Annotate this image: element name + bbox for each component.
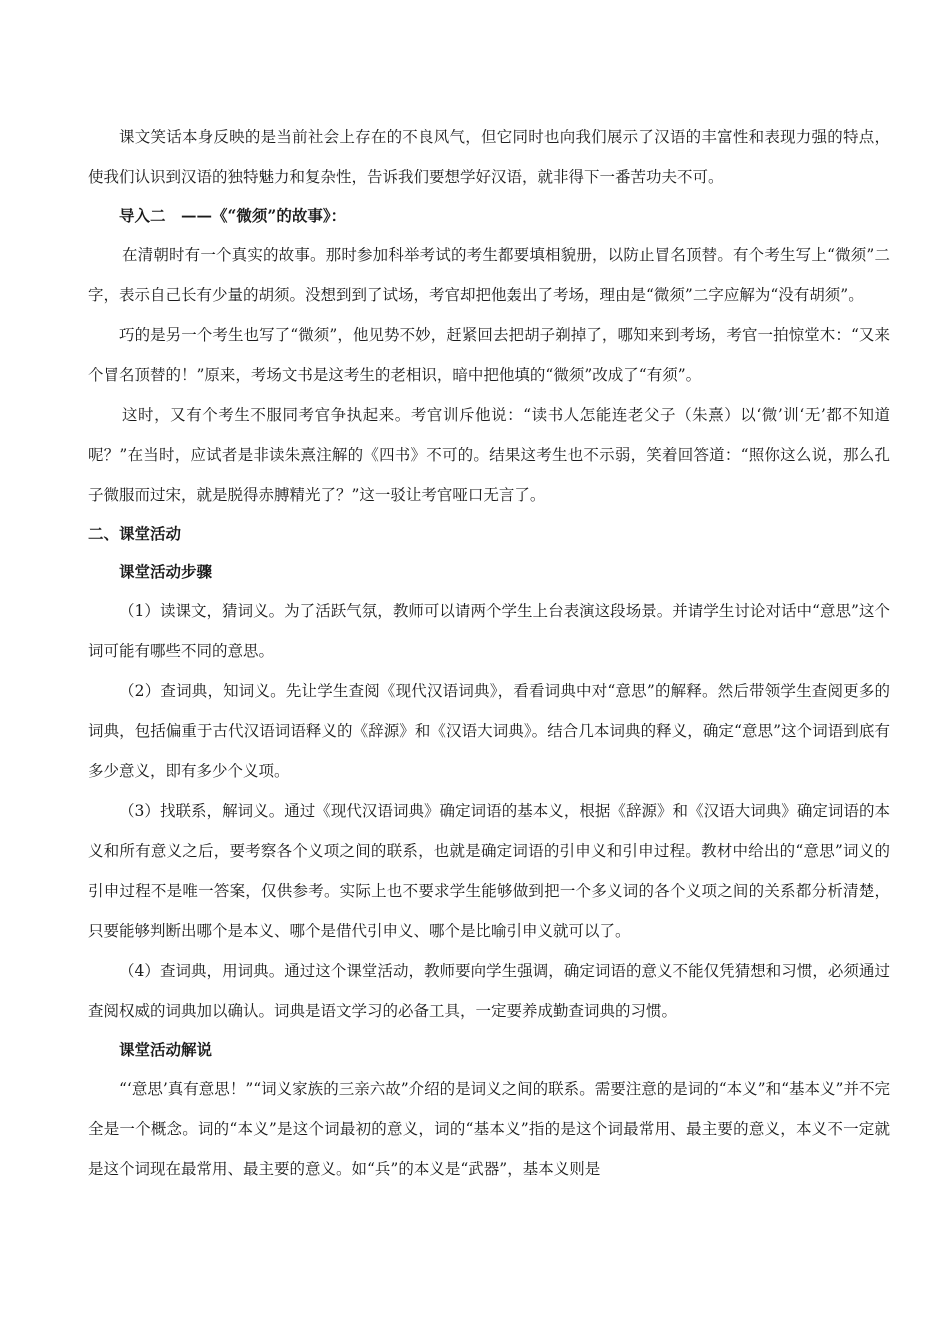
subsection-heading: 课堂活动解说 xyxy=(119,1040,213,1059)
intro-two-heading: 导入二 ——《“微须”的故事》： xyxy=(119,206,347,225)
paragraph: 在清朝时有一个真实的故事。那时参加科举考试的考生都要填相貌册，以防止冒名顶替。有个考生写上“微须”二字，表示自己长有少量的胡须。没想到到了试场，考官却把他轰出了考场，理由是“微须”二字应解为“没有胡须”。 xyxy=(88,246,890,304)
paragraph: （1）读课文，猜词义。为了活跃气氛，教师可以请两个学生上台表演这段场景。并请学生讨论对话中“意思”这个词可能有哪些不同的意思。 xyxy=(88,602,890,660)
paragraph: 这时，又有个考生不服同考官争执起来。考官训斥他说：“读书人怎能连老父子（朱熹）以‘微’训‘无’都不知道呢？”在当时，应试者是非读朱熹注解的《四书》不可的。结果这考生也不示弱，笑着回答道：“照你这么说，那么孔子微服而过宋，就是脱得赤膊精光了？”这一驳让考官哑口无言了。 xyxy=(88,406,890,504)
paragraph: “‘意思’真有意思！”“词义家族的三亲六故”介绍的是词义之间的联系。需要注意的是词的“本义”和“基本义”并不完全是一个概念。词的“本义”是这个词最初的意义，词的“基本义”指的是这个词最常用、最主要的意义，本义不一定就是这个词现在最常用、最主要的意义。如“兵”的本义是“武器”，基本义则是 xyxy=(88,1080,890,1178)
section-heading: 二、课堂活动 xyxy=(88,524,182,543)
subsection-heading: 课堂活动步骤 xyxy=(119,562,213,581)
document-body xyxy=(88,117,890,1189)
paragraph: （2）查词典，知词义。先让学生查阅《现代汉语词典》，看看词典中对“意思”的解释。然后带领学生查阅更多的词典，包括偏重于古代汉语词语释义的《辞源》和《汉语大词典》。结合几本词典的释义，确定“意思”这个词语到底有多少意义，即有多少个义项。 xyxy=(88,682,890,780)
paragraph: 巧的是另一个考生也写了“微须”，他见势不妙，赶紧回去把胡子剃掉了，哪知来到考场，考官一拍惊堂木：“又来个冒名顶替的！”原来，考场文书是这考生的老相识，暗中把他填的“微须”改成了“有须”。 xyxy=(88,326,890,384)
paragraph: （3）找联系，解词义。通过《现代汉语词典》确定词语的基本义，根据《辞源》和《汉语大词典》确定词语的本义和所有意义之后，要考察各个义项之间的联系，也就是确定词语的引申义和引申过程。教材中给出的“意思”词义的引申过程不是唯一答案，仅供参考。实际上也不要求学生能够做到把一个多义词的各个义项之间的关系都分析清楚，只要能够判断出哪个是本义、哪个是借代引申义、哪个是比喻引申义就可以了。 xyxy=(88,802,890,940)
paragraph: （4）查词典，用词典。通过这个课堂活动，教师要向学生强调，确定词语的意义不能仅凭猜想和习惯，必须通过查阅权威的词典加以确认。词典是语文学习的必备工具，一定要养成勤查词典的习惯。 xyxy=(88,962,890,1020)
paragraph: 课文笑话本身反映的是当前社会上存在的不良风气，但它同时也向我们展示了汉语的丰富性和表现力强的特点，使我们认识到汉语的独特魅力和复杂性，告诉我们要想学好汉语，就非得下一番苦功夫不可。 xyxy=(88,128,890,186)
